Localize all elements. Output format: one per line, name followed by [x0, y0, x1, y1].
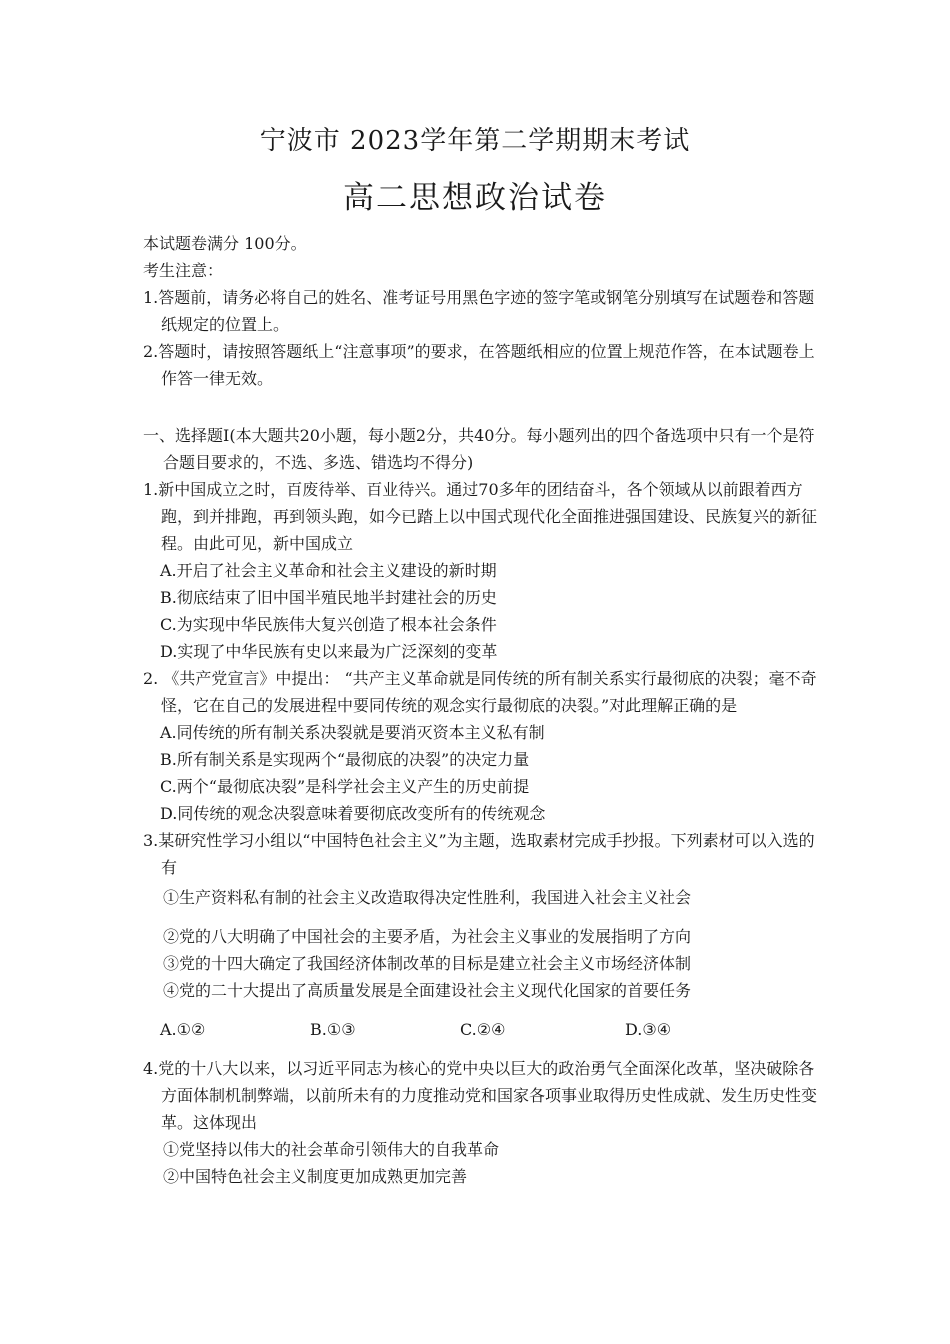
question-statement: ②党的八大明确了中国社会的主要矛盾，为社会主义事业的发展指明了方向 — [163, 927, 692, 946]
exam-content — [143, 230, 823, 1190]
question-statement: ③党的十四大确定了我国经济体制改革的目标是建立社会主义市场经济体制 — [163, 954, 692, 973]
question-statement: ④党的二十大提出了高质量发展是全面建设社会主义现代化国家的首要任务 — [163, 981, 692, 1000]
notice-item: 1.答题前，请务必将自己的姓名、准考证号用黑色字迹的签字笔或钢笔分别填写在试题卷和答题纸规定的位置上。 — [143, 288, 815, 334]
question-stem: 3.某研究性学习小组以“中国特色社会主义”为主题，选取素材完成手抄报。下列素材可以入选的有 — [143, 831, 815, 877]
question-stem: 1.新中国成立之时，百废待举、百业待兴。通过70多年的团结奋斗，各个领域从以前跟着西方跑，到并排跑，再到领头跑，如今已踏上以中国式现代化全面推进强国建设、民族复兴的新征程。由此可见，新中国成立 — [143, 480, 818, 553]
question-option: B.彻底结束了旧中国半殖民地半封建社会的历史 — [160, 588, 497, 607]
question-option: D.同传统的观念决裂意味着要彻底改变所有的传统观念 — [160, 804, 546, 823]
question-option: B.所有制关系是实现两个“最彻底的决裂”的决定力量 — [160, 750, 530, 769]
answer-choices — [143, 1016, 823, 1043]
notice-item: 2.答题时，请按照答题纸上“注意事项”的要求，在答题纸相应的位置上规范作答，在本试题卷上作答一律无效。 — [143, 342, 815, 388]
question-option: A.同传统的所有制关系决裂就是要消灭资本主义私有制 — [160, 723, 545, 742]
choice-d: D.③④ — [625, 1020, 672, 1039]
question-statement: ②中国特色社会主义制度更加成熟更加完善 — [163, 1167, 468, 1186]
question-stem: 4.党的十八大以来，以习近平同志为核心的党中央以巨大的政治勇气全面深化改革，坚决破除各方面体制机制弊端，以前所未有的力度推动党和国家各项事业取得历史性成就、发生历史性变革。这体现出 — [143, 1059, 818, 1132]
exam-title: 宁波市 2023学年第二学期期末考试 — [259, 126, 691, 156]
question-option: A.开启了社会主义革命和社会主义建设的新时期 — [160, 561, 497, 580]
question-stem: 2. 《共产党宣言》中提出： “共产主义革命就是同传统的所有制关系实行最彻底的决裂；毫不奇怪，它在自己的发展进程中要同传统的观念实行最彻底的决裂。”对此理解正确的是 — [143, 669, 817, 715]
choice-b: B.①③ — [310, 1020, 356, 1039]
question-statement: ①生产资料私有制的社会主义改造取得决定性胜利，我国进入社会主义社会 — [163, 888, 692, 907]
section-heading: 一、选择题Ⅰ(本大题共20小题，每小题2分，共40分。每小题列出的四个备选项中只有一个是符合题目要求的，不选、多选、错选均不得分) — [143, 426, 815, 472]
choice-c: C.②④ — [460, 1020, 506, 1039]
exam-subtitle: 高二思想政治试卷 — [343, 180, 607, 216]
question-statement: ①党坚持以伟大的社会革命引领伟大的自我革命 — [163, 1140, 500, 1159]
question-option: C.两个“最彻底决裂”是科学社会主义产生的历史前提 — [160, 777, 530, 796]
choice-a: A.①② — [160, 1020, 206, 1039]
question-option: C.为实现中华民族伟大复兴创造了根本社会条件 — [160, 615, 497, 634]
question-option: D.实现了中华民族有史以来最为广泛深刻的变革 — [160, 642, 498, 661]
score-note: 本试题卷满分 100分。 — [143, 234, 307, 253]
notice-heading: 考生注意： — [143, 261, 224, 280]
